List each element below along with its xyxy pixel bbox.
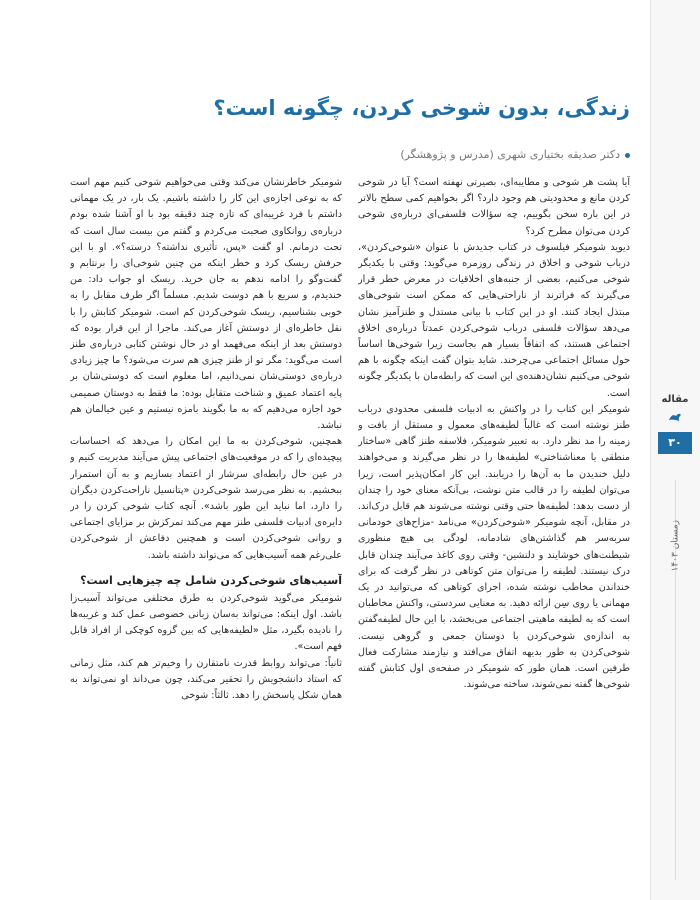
author-line	[70, 148, 630, 161]
paragraph: شومیکر این کتاب را در واکنش به ادبیات فلسفی محدودی درباب طنز نوشته است که غالباً لطیفه‌های معمول و مستقل از بافت و زمینه را مد نظر دارد. به تعبیر شومیکر، فلاسفه طنز گاهی «ساختار منطقی یا معناشناختی» لطیفه‌ها را در نظر می‌گیرند و می‌خواهند دلیل خندیدن ما به آن‌ها را دریابند. این کار امکان‌پذیر است، زیرا می‌توان لطیفه را در قالب متن نوشت، بی‌آنکه معنای خود را چندان از دست بدهد: لطیفه‌ها حتی وقتی نوشته می‌شوند هم قابل درک‌اند. در مقابل، آنچه شومیکر «شوخی‌کردن» می‌نامد -مزاح‌های خودمانی سربه‌سر هم گذاشتن‌های شادمانه، لودگی بی هیچ منظوری شیطنت‌های خوشایند و دلنشین- وقتی روی کاغذ می‌آیند چندان قابل درک نیستند. لطیفه را می‌توان متن کوتاهی در نظر گرفت که برای خنداندن مخاطب نوشته شده، اجرای کوتاهی که می‌توانید در یک مهمانی یا روی سِن ارائه دهید. به معنایی سردستی، واکنش مخاطبان است که به لطیفه ماهیتی اجتماعی می‌بخشد، با این حال لطیفه‌گفتن به اندازه‌ی شوخی‌کردن با دوستان جمعی و گروهی نیست. شوخی‌کردن به طور بدیهه اتفاق می‌افتد و نیازمند مشارکت فعال طرفین است. همان طور که شومیکر در صفحه‌ی اول کتابش گفته شوخی‌ها گفته نمی‌شوند، ساخته می‌شوند.	[358, 403, 630, 691]
section-label: مقاله	[661, 394, 689, 405]
paragraph: شومیکر می‌گوید شوخی‌کردن به طرق مختلفی می‌تواند آسیب‌زا باشد. اول اینکه: می‌تواند به‌سان زبانی خصوصی عمل کند و غریبه‌ها را نادیده بگیرد، مثل «لطیفه‌هایی که بین گروه کوچکی از افراد قابل فهم است».	[70, 592, 342, 653]
article-title: زندگی، بدون شوخی کردن، چگونه است؟	[213, 96, 630, 120]
left-column	[70, 175, 342, 855]
paragraph: دیوید شومیکر فیلسوف در کتاب جدیدش با عنوان «شوخی‌کردن»، درباب شوخی و اخلاق در زندگی روزمره می‌گوید: وقتی با یکدیگر شوخی می‌کنیم، بعضی از جنبه‌های اخلاقیات در معرض خطر قرار می‌گیرند که فراترند از ناراحتی‌هایی که ممکن است شوخی‌های مبتذل ایجاد کنند. او در این کتاب با بیانی مستدل و طنزآمیز نشان می‌دهد سؤالات فلسفی درباب شوخی‌کردن عمدتاً درباره‌ی اخلاق اجتماعی هستند، که اتفاقاً بسیار هم بجاست زیرا شوخی‌ها اساساً حول مسائل اجتماعی می‌چرخند. شاید بتوان گفت اینکه چگونه با هم شوخی می‌کنیم نشان‌دهنده‌ی این است که رابطه‌مان با یکدیگر چگونه است.	[358, 241, 630, 399]
paragraph: همچنین، شوخی‌کردن به ما این امکان را می‌دهد که احساسات پیچیده‌ای را که در موقعیت‌های اجتماعی پیش می‌آیند مدیریت کنیم و در عین حال رابطه‌ای سرشار از اعتماد بسازیم و به آن استمرار ببخشیم. به نظر می‌رسد شوخی‌کردن «پتانسیل ناراحت‌کردن دیگران را دارد، اما نباید این طور باشد». آنچه کتاب شوخی کردن را در دایره‌ی ادبیات فلسفی طنز مهم می‌کند تمرکزش بر مزایای اجتماعی و روانی شوخی‌کردن است و همچنین دفاعش از شوخی‌کردن علی‌رغم همه آسیب‌هایی که می‌تواند داشته باشد.	[70, 436, 342, 561]
bird-logo-icon	[667, 410, 683, 426]
section-heading: آسیب‌های شوخی‌کردن شامل چه چیزهایی است؟	[80, 573, 342, 587]
page-number: ۳۰	[658, 432, 692, 454]
paragraph: آیا پشت هر شوخی و مطایبه‌ای، بصیرتی نهفته است؟ آیا در شوخی کردن مانع و محدودیتی هم وجود دارد؟ اگر بخواهیم کمی سطح بالاتر در این باره سخن بگوییم، چه سؤالات فلسفی‌ای درباره‌ی شوخی کردن می‌توان مطرح کرد؟	[358, 177, 630, 237]
bullet-icon	[625, 153, 630, 158]
issue-label: زمستان ۱۴۰۳	[670, 520, 680, 572]
paragraph: ثانیاً: می‌تواند روابط قدرت نامتقارن را وخیم‌تر هم کند، مثل زمانی که استاد دانشجویش را تحقیر می‌کند، چون می‌داند او نمی‌تواند به همان شکل پاسخش را دهد. ثالثاً: شوخی	[70, 657, 342, 702]
paragraph: شومیکر خاطرنشان می‌کند وقتی می‌خواهیم شوخی کنیم مهم است که به نوعی اجازه‌ی این کار را داشته باشیم. یک بار، در یک مهمانی داشتم با فرد غریبه‌ای که تازه چند دقیقه بود با او آشنا شده بودم درباره‌ی روانکاوی صحبت می‌کردم و گفتم من بیست سال است که تحت درمانم. او گفت «پس، تأثیری نداشته؟ درسته؟». او با این حرفش ریسک کرد و خطر اینکه من چنین شوخی‌ای را برنتابم و گفت‌وگو را ادامه ندهم به جان خرید. ریسک او جواب داد: من خندیدم، و سریع با هم دوست شدیم. مسلماً اگر طرف مقابل را به خوبی بشناسیم، ریسک شوخی‌کردن کم است. شومیکر کتابش را با نقل خاطره‌ای از دوستش آغاز می‌کند. ماجرا از این قرار بوده که دوستش بعد از اینکه می‌فهمد او در حال نوشتن کتابی درباره‌ی طنز است می‌گوید: مگر تو از طنز چیزی هم سرت می‌شود؟ ما چیز زیادی درباره‌ی دوستی‌شان نمی‌دانیم، اما معلوم است که دوستی‌شان بر پایه اعتماد عمیق و شناخت متقابل بوده: ما فقط به دوستان صمیمی خود اجازه می‌دهیم که به ما بگویند بامزه نیستیم و عین خیالمان هم نباشد.	[70, 177, 342, 432]
right-column	[358, 175, 630, 855]
author-name: دکتر صدیقه بختیاری شهری (مدرس و پژوهشگر)	[400, 148, 620, 161]
